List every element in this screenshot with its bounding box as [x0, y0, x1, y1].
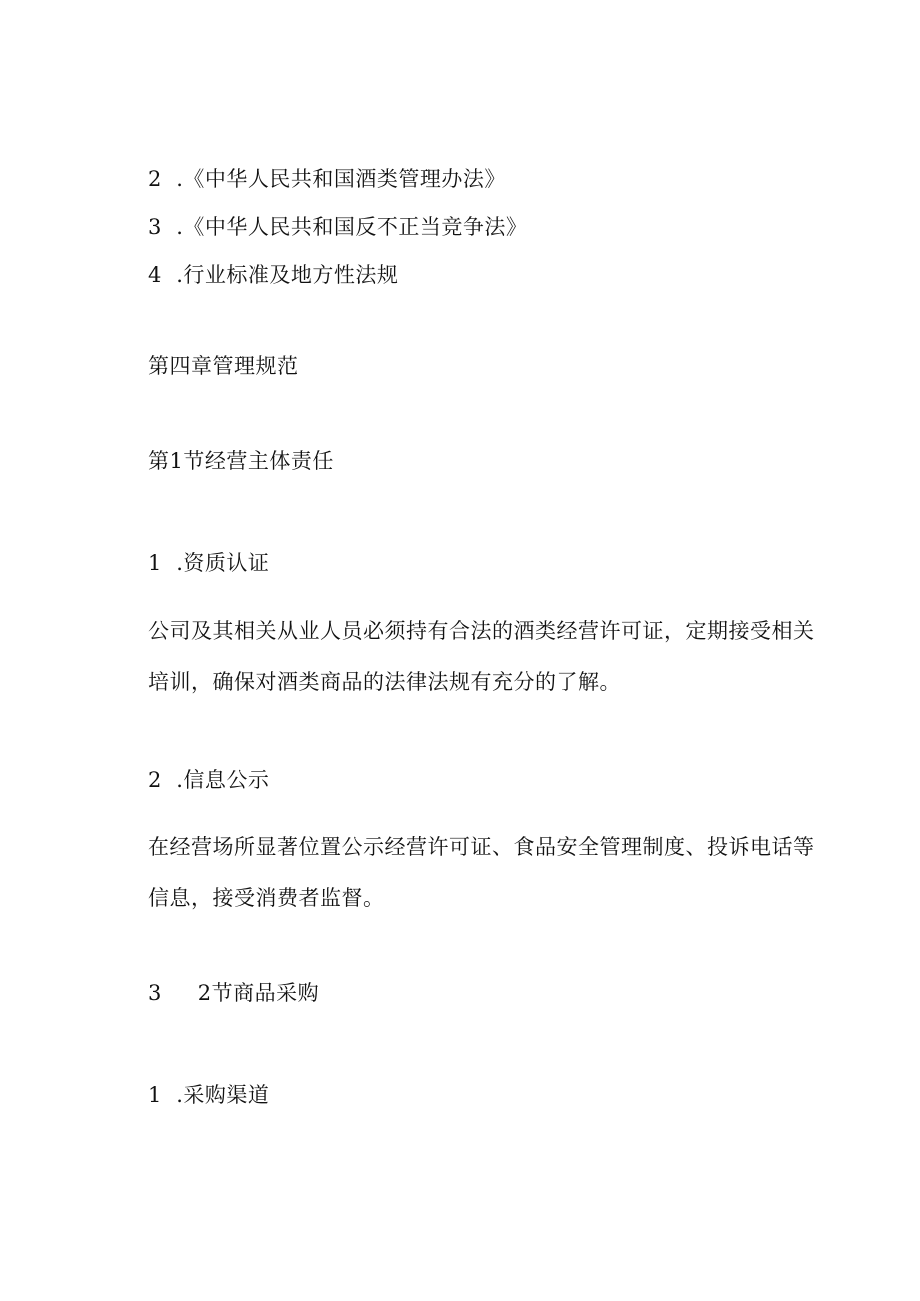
- law-item-4: 4 .行业标准及地方性法规: [148, 263, 399, 287]
- section-1-title: 第1节经营主体责任: [148, 449, 334, 473]
- channel-heading: 1 .采购渠道: [148, 1083, 270, 1107]
- qualification-paragraph: [148, 617, 838, 696]
- disclosure-body-line-1: 在经营场所显著位置公示经营许可证、食品安全管理制度、投诉电话等: [148, 835, 815, 859]
- law-item-2: 2 .《中华人民共和国酒类管理办法》: [148, 167, 506, 191]
- qualification-body-line-1: 公司及其相关从业人员必须持有合法的酒类经营许可证，定期接受相关: [148, 619, 815, 643]
- law-item-3: 3 .《中华人民共和国反不正当竞争法》: [148, 215, 528, 239]
- qualification-heading: 1 .资质认证: [148, 551, 270, 575]
- disclosure-heading: 2 .信息公示: [148, 768, 270, 792]
- qualification-body-line-2: 培训，确保对酒类商品的法律法规有充分的了解。: [148, 670, 621, 694]
- disclosure-paragraph: [148, 833, 838, 912]
- chapter-title: 第四章管理规范: [148, 354, 299, 378]
- section-2-title: 3 2节商品采购: [148, 981, 320, 1005]
- disclosure-body-line-2: 信息，接受消费者监督。: [148, 886, 385, 910]
